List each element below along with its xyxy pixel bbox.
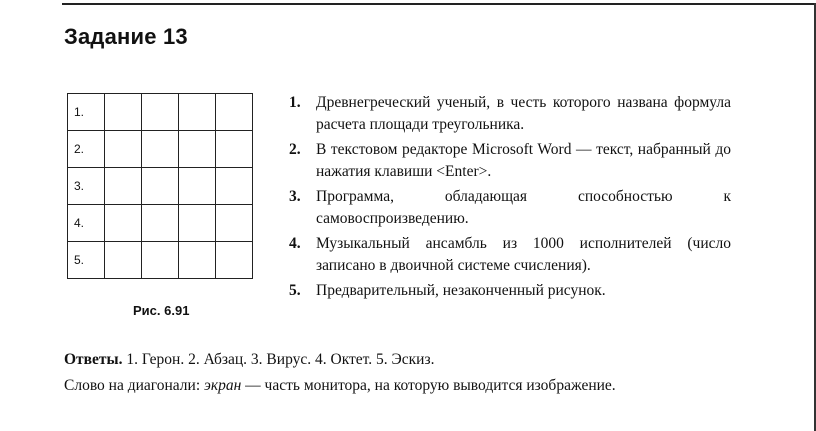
grid-row xyxy=(68,242,253,279)
question-text: Предварительный, незаконченный рисунок. xyxy=(316,282,606,299)
figure-caption: Рис. 6.91 xyxy=(133,303,190,318)
question-text: Музыкальный ансамбль из 1000 исполнителей (число записано в двоичной системе счисления). xyxy=(316,235,731,274)
grid-cell xyxy=(179,94,216,131)
grid-row-label: 3. xyxy=(68,168,105,205)
question-text: В текстовом редакторе Microsoft Word — текст, набранный до нажатия клавиши <Enter>. xyxy=(316,141,731,180)
grid-cell xyxy=(142,242,179,279)
grid-row xyxy=(68,205,253,242)
answers-label: Ответы. xyxy=(64,351,123,368)
grid-cell xyxy=(216,242,253,279)
grid-cell xyxy=(179,168,216,205)
grid-cell xyxy=(142,205,179,242)
grid-row-label: 2. xyxy=(68,131,105,168)
grid-cell xyxy=(216,205,253,242)
answers-line xyxy=(64,349,724,371)
grid-cell xyxy=(142,168,179,205)
diagonal-word-note xyxy=(64,376,716,396)
question-number: 5. xyxy=(289,282,301,299)
grid-cell xyxy=(105,94,142,131)
grid-row xyxy=(68,94,253,131)
question-number: 4. xyxy=(289,235,301,252)
grid-cell xyxy=(179,242,216,279)
grid-cell xyxy=(216,168,253,205)
grid-cell xyxy=(179,205,216,242)
diagonal-word: экран xyxy=(204,377,242,394)
grid-cell xyxy=(216,131,253,168)
answers-text: 1. Герон. 2. Абзац. 3. Вирус. 4. Октет. 5. Эскиз. xyxy=(126,351,435,368)
grid-row-label: 1. xyxy=(68,94,105,131)
grid-cell xyxy=(105,131,142,168)
question-item xyxy=(289,186,731,230)
grid-row xyxy=(68,131,253,168)
grid-cell xyxy=(142,94,179,131)
question-list xyxy=(289,92,731,305)
grid-cell xyxy=(216,94,253,131)
grid-cell xyxy=(105,168,142,205)
crossword-grid xyxy=(67,93,253,279)
question-item xyxy=(289,139,731,183)
question-number: 2. xyxy=(289,141,301,158)
task-title: Задание 13 xyxy=(64,24,188,49)
diagonal-prefix: Слово на диагонали: xyxy=(64,377,205,394)
grid-row-label: 4. xyxy=(68,205,105,242)
grid-row xyxy=(68,168,253,205)
grid-cell xyxy=(105,205,142,242)
grid-cell xyxy=(142,131,179,168)
top-rule xyxy=(62,3,816,5)
question-item xyxy=(289,233,731,277)
diagonal-suffix: — часть монитора, на которую выводится изображение. xyxy=(241,377,616,394)
question-number: 1. xyxy=(289,94,301,111)
grid-row-label: 5. xyxy=(68,242,105,279)
grid-cell xyxy=(179,131,216,168)
grid-cell xyxy=(105,242,142,279)
question-number: 3. xyxy=(289,188,301,205)
question-text: Программа, обладающая способностью к самовоспроизведению. xyxy=(316,188,731,227)
question-text: Древнегреческий ученый, в честь которого названа формула расчета площади треугольника. xyxy=(316,94,731,133)
question-item xyxy=(289,92,731,136)
question-item xyxy=(289,280,731,302)
